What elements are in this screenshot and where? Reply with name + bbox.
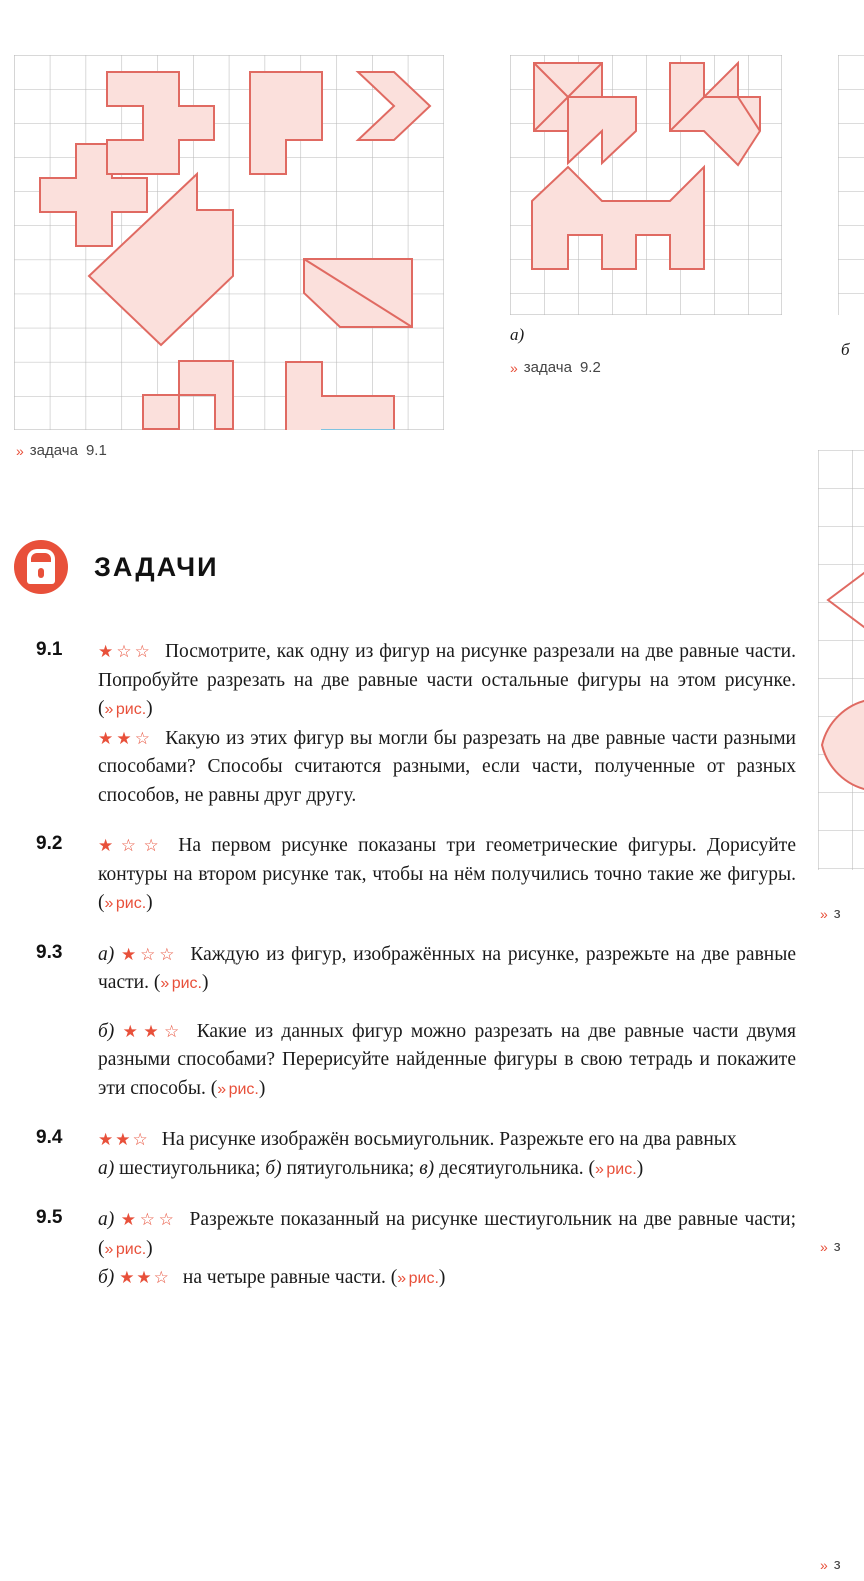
figure-9-2 bbox=[510, 55, 782, 376]
problem-9-3 bbox=[36, 941, 796, 1105]
section-header bbox=[14, 540, 218, 594]
figure-right-top bbox=[838, 55, 864, 315]
problem-number: 9.3 bbox=[36, 941, 63, 963]
caption-number: 9.2 bbox=[579, 359, 601, 376]
caption-text: задача bbox=[523, 359, 572, 376]
figure-right-lower-caption bbox=[820, 1238, 841, 1255]
problem-9-2 bbox=[36, 832, 796, 919]
problem-text: Каждую из фигур, изображённых на рисунке, разрежьте на две равные части. ( bbox=[98, 943, 796, 993]
caption-arrows-icon: » bbox=[16, 442, 22, 459]
problem-paragraph bbox=[98, 1206, 796, 1264]
figure-9-2-caption bbox=[510, 359, 782, 376]
caption-arrows-icon: » bbox=[820, 1238, 826, 1255]
figure-right-bottom-caption bbox=[820, 1556, 841, 1573]
subitem-label: а) bbox=[98, 943, 115, 965]
caption-text: з bbox=[833, 905, 841, 922]
figure-9-1-caption bbox=[16, 442, 444, 459]
figure-reference[interactable]: » рис. bbox=[595, 1160, 637, 1178]
problem-body bbox=[98, 941, 796, 1105]
difficulty-stars: ★☆☆ bbox=[121, 944, 179, 965]
problem-paragraph bbox=[98, 1264, 796, 1294]
problem-text: На рисунке изображён восьмиугольник. Разрежьте его на два равных bbox=[161, 1129, 737, 1150]
difficulty-stars: ★☆☆ bbox=[98, 642, 153, 662]
difficulty-stars: ★★☆ bbox=[119, 1268, 171, 1288]
figure-reference[interactable]: » рис. bbox=[217, 1080, 259, 1098]
figure-right-top-canvas bbox=[838, 55, 864, 315]
problem-text: Какую из этих фигур вы могли бы разрезать на две равные части разными способами? Способы считаются разными, если части, полученные от разных способов, не равны друг другу. bbox=[98, 727, 796, 806]
section-title: ЗАДАЧИ bbox=[94, 551, 219, 582]
caption-number: 9.1 bbox=[85, 442, 107, 459]
figure-9-1-canvas bbox=[14, 55, 444, 430]
caption-arrows-icon: » bbox=[510, 359, 516, 376]
lock-icon bbox=[14, 540, 68, 594]
problem-paragraph bbox=[98, 725, 796, 811]
problem-paragraph bbox=[98, 832, 796, 919]
figure-reference[interactable]: » рис. bbox=[160, 975, 202, 992]
figure-right-middle bbox=[818, 450, 864, 870]
problem-text: шестиугольника; bbox=[114, 1157, 266, 1179]
difficulty-stars: ★★☆ bbox=[98, 728, 154, 749]
difficulty-stars: ★☆☆ bbox=[98, 836, 167, 856]
figure-reference[interactable]: » рис. bbox=[397, 1270, 439, 1287]
problem-text-2: пятиугольника; bbox=[281, 1157, 420, 1179]
difficulty-stars: ★★☆ bbox=[122, 1021, 185, 1042]
problem-tail: ) bbox=[636, 1157, 644, 1179]
figure-9-1 bbox=[14, 55, 444, 459]
problem-tail: ) bbox=[146, 1237, 153, 1259]
problem-paragraph bbox=[98, 941, 796, 999]
problem-body bbox=[98, 1126, 796, 1184]
problem-number: 9.4 bbox=[36, 1127, 63, 1148]
problem-number: 9.2 bbox=[36, 833, 63, 854]
figure-reference[interactable]: » рис. bbox=[104, 895, 147, 912]
difficulty-stars: ★☆☆ bbox=[120, 1210, 178, 1230]
problem-text: на четыре равные части. ( bbox=[182, 1267, 398, 1288]
problem-tail: ) bbox=[258, 1077, 266, 1099]
problem-paragraph bbox=[98, 1126, 796, 1155]
caption-text: задача bbox=[29, 442, 78, 459]
problem-body bbox=[98, 832, 796, 919]
problem-9-1 bbox=[36, 638, 796, 810]
figure-9-2-letter: а) bbox=[510, 325, 525, 344]
subitem-label: а) bbox=[98, 1157, 115, 1179]
problem-tail: ) bbox=[438, 1267, 446, 1288]
difficulty-stars: ★★☆ bbox=[98, 1130, 150, 1150]
problem-number: 9.5 bbox=[36, 1207, 63, 1228]
subitem-label-3: в) bbox=[419, 1157, 435, 1179]
problem-text: Разрежьте показанный на рисунке шестиугольник на две равные части; ( bbox=[98, 1209, 797, 1259]
problem-body bbox=[98, 638, 796, 810]
subitem-label: б) bbox=[98, 1267, 115, 1288]
problem-text: Какие из данных фигур можно разрезать на две равные части двумя разными способами? Перерисуйте найденные фигуры в свою тетрадь и покажите эти способы. ( bbox=[98, 1020, 796, 1099]
problem-paragraph bbox=[98, 1155, 796, 1185]
caption-arrows-icon: » bbox=[820, 1556, 826, 1573]
lock-keyhole bbox=[38, 568, 44, 578]
subitem-label: а) bbox=[98, 1209, 115, 1230]
figure-9-2-canvas bbox=[510, 55, 782, 315]
subitem-label-2: б) bbox=[265, 1157, 282, 1179]
problem-tail: ) bbox=[146, 892, 153, 913]
caption-text: з bbox=[833, 1238, 841, 1255]
figure-right-top-letter: б bbox=[841, 340, 850, 359]
problem-9-5 bbox=[36, 1206, 796, 1294]
problem-paragraph bbox=[98, 1018, 796, 1105]
figure-reference[interactable]: » рис. bbox=[104, 1240, 147, 1258]
problem-paragraph bbox=[98, 638, 796, 725]
caption-arrows-icon: » bbox=[820, 905, 826, 922]
problem-tail: ) bbox=[146, 698, 153, 719]
problem-text-3: десятиугольника. ( bbox=[434, 1157, 596, 1179]
problem-body bbox=[98, 1206, 796, 1294]
problems-list bbox=[36, 638, 796, 1316]
figure-reference[interactable]: » рис. bbox=[104, 701, 147, 718]
problem-tail: ) bbox=[201, 972, 209, 993]
problem-9-4 bbox=[36, 1126, 796, 1184]
problem-text: На первом рисунке показаны три геометрические фигуры. Дорисуйте контуры на втором рисунке так, чтобы на нём получились точно такие же фигуры. ( bbox=[98, 835, 796, 913]
subitem-label: б) bbox=[98, 1020, 115, 1042]
figure-right-middle-caption bbox=[820, 905, 841, 922]
problem-number: 9.1 bbox=[36, 639, 63, 660]
caption-text: з bbox=[833, 1556, 841, 1573]
figure-right-middle-canvas bbox=[818, 450, 864, 870]
problem-text: Посмотрите, как одну из фигур на рисунке разрезали на две равные части. Попробуйте разрезать на две равные части остальные фигуры на этом рисунке. ( bbox=[98, 641, 796, 719]
